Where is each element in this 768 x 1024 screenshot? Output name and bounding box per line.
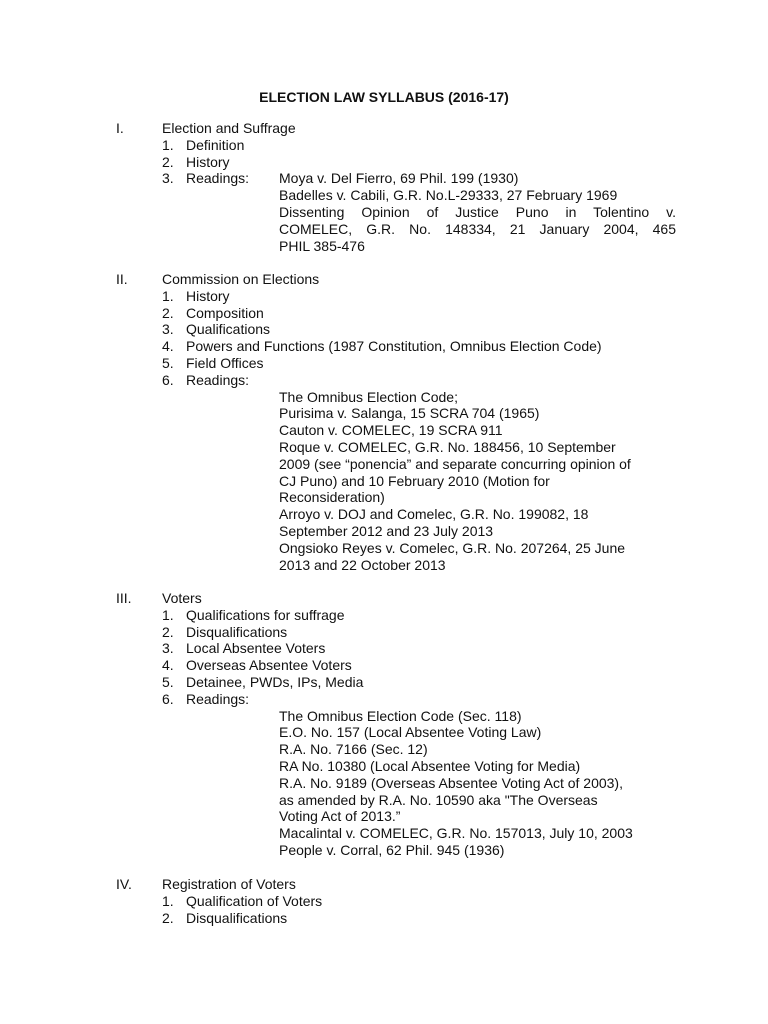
section-heading-row	[116, 120, 676, 137]
reading-line: The Omnibus Election Code;	[279, 388, 458, 405]
reading-line: R.A. No. 7166 (Sec. 12)	[279, 741, 428, 758]
item-label: Disqualifications	[186, 909, 288, 926]
reading-line: RA No. 10380 (Local Absentee Voting for Media)	[279, 757, 581, 774]
item-label: History	[186, 287, 230, 304]
list-item	[116, 355, 676, 372]
item-label: Powers and Functions (1987 Constitution, Omnibus Election Code)	[186, 338, 602, 355]
item-number: 5.	[162, 354, 174, 371]
item-label: Disqualifications	[186, 623, 288, 640]
reading-line: R.A. No. 9189 (Overseas Absentee Voting Act of 2003),	[279, 774, 623, 791]
item-label: Field Offices	[186, 354, 264, 371]
item-label: Local Absentee Voters	[186, 640, 326, 657]
list-item	[116, 154, 676, 171]
section-heading-row	[116, 876, 676, 893]
item-number: 6.	[162, 690, 174, 707]
item-label: Readings:	[186, 170, 250, 187]
item-number: 2.	[162, 909, 174, 926]
list-item	[116, 170, 676, 187]
item-number: 4.	[162, 657, 174, 674]
reading-line: COMELEC, G.R. No. 148334, 21 January 2004, 465	[279, 220, 676, 237]
section-numeral: II.	[116, 271, 128, 287]
reading-line: Cauton v. COMELEC, 19 SCRA 911	[279, 422, 503, 439]
item-label: Qualifications for suffrage	[186, 606, 345, 623]
reading-line: Moya v. Del Fierro, 69 Phil. 199 (1930)	[279, 170, 519, 187]
reading-line: Ongsioko Reyes v. Comelec, G.R. No. 207264, 25 June	[279, 539, 626, 556]
document-title: ELECTION LAW SYLLABUS (2016-17)	[259, 89, 509, 105]
item-number: 3.	[162, 321, 174, 338]
section-iii	[116, 590, 676, 859]
section-i	[116, 120, 676, 254]
list-item	[116, 640, 676, 657]
reading-line: Reconsideration)	[279, 489, 385, 506]
reading-line: Arroyo v. DOJ and Comelec, G.R. No. 199082, 18	[279, 506, 589, 523]
readings-list	[279, 187, 676, 254]
section-numeral: IV.	[116, 876, 132, 892]
section-heading-row	[116, 590, 676, 607]
item-label: Detainee, PWDs, IPs, Media	[186, 673, 364, 690]
item-number: 2.	[162, 623, 174, 640]
section-heading: Registration of Voters	[162, 876, 296, 892]
reading-line: PHIL 385-476	[279, 237, 365, 254]
list-item	[116, 674, 676, 691]
reading-line: Purisima v. Salanga, 15 SCRA 704 (1965)	[279, 405, 540, 422]
reading-line: Badelles v. Cabili, G.R. No.L-29333, 27 February 1969	[279, 187, 618, 204]
section-iv	[116, 876, 676, 926]
list-item	[116, 657, 676, 674]
section-heading: Commission on Elections	[162, 271, 320, 287]
item-label: Readings:	[186, 690, 250, 707]
readings-list	[279, 389, 676, 574]
reading-line: Macalintal v. COMELEC, G.R. No. 157013, July 10, 2003	[279, 825, 633, 842]
section-numeral: III.	[116, 590, 132, 606]
item-number: 2.	[162, 304, 174, 321]
item-number: 1.	[162, 136, 174, 153]
item-label: Overseas Absentee Voters	[186, 657, 352, 674]
reading-line: Voting Act of 2013.”	[279, 808, 401, 825]
section-heading-row	[116, 271, 676, 288]
item-number: 4.	[162, 338, 174, 355]
reading-line: 2013 and 22 October 2013	[279, 556, 446, 573]
item-label: Composition	[186, 304, 264, 321]
reading-line: CJ Puno) and 10 February 2010 (Motion for	[279, 472, 550, 489]
reading-line: Dissenting Opinion of Justice Puno in Tolentino v.	[279, 203, 676, 220]
section-heading: Election and Suffrage	[162, 120, 296, 136]
item-number: 2.	[162, 153, 174, 170]
item-number: 1.	[162, 606, 174, 623]
reading-line: as amended by R.A. No. 10590 aka "The Overseas	[279, 791, 598, 808]
list-item	[116, 305, 676, 322]
list-item	[116, 893, 676, 910]
list-item	[116, 338, 676, 355]
list-item	[116, 372, 676, 389]
item-number: 6.	[162, 371, 174, 388]
item-number: 3.	[162, 170, 174, 187]
item-number: 1.	[162, 892, 174, 909]
item-label: Definition	[186, 136, 245, 153]
section-heading: Voters	[162, 590, 202, 606]
list-item	[116, 910, 676, 927]
section-numeral: I.	[116, 120, 124, 136]
item-number: 5.	[162, 673, 174, 690]
list-item	[116, 607, 676, 624]
reading-line: The Omnibus Election Code (Sec. 118)	[279, 707, 522, 724]
item-label: Qualifications	[186, 321, 271, 338]
list-item	[116, 321, 676, 338]
item-label: History	[186, 153, 230, 170]
reading-line: 2009 (see “ponencia” and separate concurring opinion of	[279, 455, 631, 472]
item-number: 3.	[162, 640, 174, 657]
reading-line: Roque v. COMELEC, G.R. No. 188456, 10 September	[279, 438, 616, 455]
list-item	[116, 691, 676, 708]
item-label: Readings:	[186, 371, 250, 388]
list-item	[116, 137, 676, 154]
reading-line: September 2012 and 23 July 2013	[279, 522, 494, 539]
item-label: Qualification of Voters	[186, 892, 323, 909]
reading-line: People v. Corral, 62 Phil. 945 (1936)	[279, 841, 505, 858]
list-item	[116, 624, 676, 641]
section-ii	[116, 271, 676, 573]
list-item	[116, 288, 676, 305]
reading-line: E.O. No. 157 (Local Absentee Voting Law)	[279, 724, 542, 741]
item-number: 1.	[162, 287, 174, 304]
readings-list	[279, 708, 676, 859]
